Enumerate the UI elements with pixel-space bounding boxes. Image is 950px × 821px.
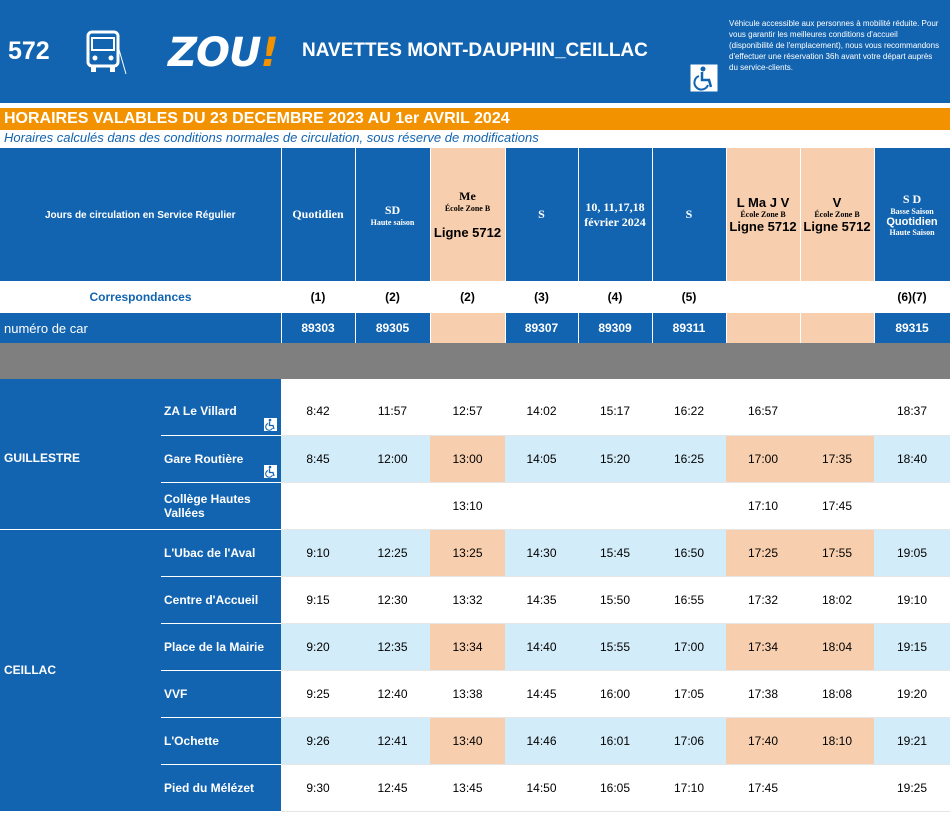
time-cell: 17:40: [726, 717, 800, 764]
time-cell: 14:05: [505, 435, 578, 482]
time-cell: 13:25: [430, 529, 505, 576]
stop-name: L'Ochette: [161, 717, 281, 764]
car-cell: 89309: [578, 313, 652, 343]
time-cell: 17:34: [726, 623, 800, 670]
wheelchair-icon: [263, 464, 278, 479]
time-cell: 9:20: [281, 623, 355, 670]
car-cell: [726, 313, 800, 343]
time-cell: 16:25: [652, 435, 726, 482]
time-cell: 17:10: [726, 482, 800, 529]
corr-cell: [726, 281, 800, 313]
stop-name: Pied du Mélézet: [161, 764, 281, 811]
time-cell: 16:55: [652, 576, 726, 623]
time-cell: 14:45: [505, 670, 578, 717]
header-bar: [0, 0, 950, 103]
car-number-row: [0, 313, 950, 343]
time-cell: 16:05: [578, 764, 652, 811]
time-cell: 13:38: [430, 670, 505, 717]
time-cell: 13:40: [430, 717, 505, 764]
table-row: [0, 529, 950, 576]
corr-cell: (6)(7): [897, 290, 927, 304]
time-cell: 17:25: [726, 529, 800, 576]
col-header: Me École Zone B Ligne 5712: [430, 148, 505, 281]
col-header: V École Zone B Ligne 5712: [800, 148, 874, 281]
time-cell: 17:35: [800, 435, 874, 482]
time-cell: 18:37: [874, 388, 950, 435]
time-cell: [652, 482, 726, 529]
time-cell: 16:57: [726, 388, 800, 435]
time-cell: 13:32: [430, 576, 505, 623]
car-cell: 89305: [355, 313, 430, 343]
col-header: S D Basse Saison Quotidien Haute Saison: [874, 148, 950, 281]
time-cell: 19:05: [874, 529, 950, 576]
time-cell: 18:02: [800, 576, 874, 623]
time-cell: 13:10: [430, 482, 505, 529]
time-cell: 15:50: [578, 576, 652, 623]
time-cell: 13:34: [430, 623, 505, 670]
car-cell: [430, 313, 505, 343]
col-header: L Ma J V École Zone B Ligne 5712: [726, 148, 800, 281]
stop-name: L'Ubac de l'Aval: [161, 529, 281, 576]
time-cell: [800, 764, 874, 811]
line-number: 572: [8, 37, 50, 65]
time-cell: 18:04: [800, 623, 874, 670]
time-cell: 13:00: [430, 435, 505, 482]
disclaimer: Horaires calculés dans des conditions normales de circulation, sous réserve de modifications: [4, 130, 539, 145]
time-cell: 8:42: [281, 388, 355, 435]
time-cell: 14:50: [505, 764, 578, 811]
time-cell: 13:45: [430, 764, 505, 811]
time-cell: 17:45: [726, 764, 800, 811]
time-cell: 9:15: [281, 576, 355, 623]
col-header: Quotidien: [281, 148, 355, 281]
time-cell: 18:10: [800, 717, 874, 764]
corr-cell: (2): [460, 290, 475, 304]
time-cell: 15:20: [578, 435, 652, 482]
time-cell: 19:15: [874, 623, 950, 670]
time-cell: 8:45: [281, 435, 355, 482]
bus-icon: [82, 26, 128, 76]
time-cell: 17:00: [726, 435, 800, 482]
time-cell: 15:45: [578, 529, 652, 576]
wheelchair-icon: [263, 417, 278, 432]
stop-name: Collège Hautes Vallées: [161, 482, 281, 529]
car-cell: 89315: [874, 313, 950, 343]
wheelchair-icon: [689, 63, 719, 93]
time-cell: 17:45: [800, 482, 874, 529]
car-cell: [800, 313, 874, 343]
header-row: [0, 148, 950, 281]
time-cell: 17:32: [726, 576, 800, 623]
validity-banner: HORAIRES VALABLES DU 23 DECEMBRE 2023 AU 1er AVRIL 2024: [0, 108, 950, 130]
time-cell: 12:40: [355, 670, 430, 717]
time-cell: 17:05: [652, 670, 726, 717]
time-cell: 9:10: [281, 529, 355, 576]
corr-cell: [800, 281, 874, 313]
time-cell: 17:06: [652, 717, 726, 764]
time-cell: 12:00: [355, 435, 430, 482]
time-cell: 18:08: [800, 670, 874, 717]
time-cell: 17:10: [652, 764, 726, 811]
time-cell: 12:57: [430, 388, 505, 435]
time-cell: 14:30: [505, 529, 578, 576]
corr-label: Correspondances: [89, 290, 192, 304]
time-cell: 14:46: [505, 717, 578, 764]
time-cell: 16:01: [578, 717, 652, 764]
time-cell: 19:21: [874, 717, 950, 764]
col-header: S: [505, 148, 578, 281]
time-cell: 11:57: [355, 388, 430, 435]
corr-cell: (5): [681, 290, 697, 304]
city-guillestre: GUILLESTRE: [0, 388, 161, 529]
time-cell: 12:35: [355, 623, 430, 670]
stop-name: Centre d'Accueil: [161, 576, 281, 623]
time-cell: 19:10: [874, 576, 950, 623]
accessibility-notice: Véhicule accessible aux personnes à mobilité réduite. Pour vous garantir les meilleures conditions d'accueil (disponibilité de l'emplacement), nous vous recommandons d'effectuer une réservation 36h avant votre départ auprès du service-clients.: [729, 19, 940, 72]
time-cell: 9:25: [281, 670, 355, 717]
time-cell: 12:41: [355, 717, 430, 764]
corr-cell: (3): [534, 290, 549, 304]
car-label: numéro de car: [0, 313, 281, 343]
city-ceillac: CEILLAC: [0, 529, 161, 811]
stop-name: ZA Le Villard: [161, 388, 281, 435]
stop-name: Gare Routière: [161, 435, 281, 482]
time-cell: 19:25: [874, 764, 950, 811]
days-label: Jours de circulation en Service Régulier: [0, 148, 281, 281]
stop-name: Place de la Mairie: [161, 623, 281, 670]
col-header: 10, 11,17,18 février 2024: [578, 148, 652, 281]
time-cell: 19:20: [874, 670, 950, 717]
corr-cell: (2): [385, 290, 400, 304]
time-cell: 18:40: [874, 435, 950, 482]
time-cell: 12:45: [355, 764, 430, 811]
blue-divider: [0, 379, 950, 388]
timetable: [0, 148, 950, 812]
stop-name: VVF: [161, 670, 281, 717]
page-title: NAVETTES MONT-DAUPHIN_CEILLAC: [302, 40, 648, 61]
table-row: [0, 388, 950, 435]
time-cell: 16:22: [652, 388, 726, 435]
time-cell: [578, 482, 652, 529]
time-cell: [800, 388, 874, 435]
time-cell: [874, 482, 950, 529]
corr-cell: (4): [607, 290, 623, 304]
time-cell: 9:26: [281, 717, 355, 764]
correspondances-row: [0, 281, 950, 313]
time-cell: [355, 482, 430, 529]
car-cell: 89311: [652, 313, 726, 343]
time-cell: 14:02: [505, 388, 578, 435]
car-cell: 89303: [281, 313, 355, 343]
time-cell: 12:25: [355, 529, 430, 576]
zou-logo: ZOU!: [168, 30, 278, 76]
time-cell: 17:55: [800, 529, 874, 576]
corr-cell: (1): [310, 290, 326, 304]
time-cell: 14:40: [505, 623, 578, 670]
car-cell: 89307: [505, 313, 578, 343]
time-cell: [281, 482, 355, 529]
col-header: SD Haute saison: [355, 148, 430, 281]
grey-divider: [0, 343, 950, 379]
time-cell: 17:00: [652, 623, 726, 670]
time-cell: 14:35: [505, 576, 578, 623]
col-header: S: [652, 148, 726, 281]
time-cell: 15:17: [578, 388, 652, 435]
time-cell: 12:30: [355, 576, 430, 623]
time-cell: 9:30: [281, 764, 355, 811]
time-cell: 16:50: [652, 529, 726, 576]
time-cell: 17:38: [726, 670, 800, 717]
time-cell: 16:00: [578, 670, 652, 717]
time-cell: [505, 482, 578, 529]
time-cell: 15:55: [578, 623, 652, 670]
